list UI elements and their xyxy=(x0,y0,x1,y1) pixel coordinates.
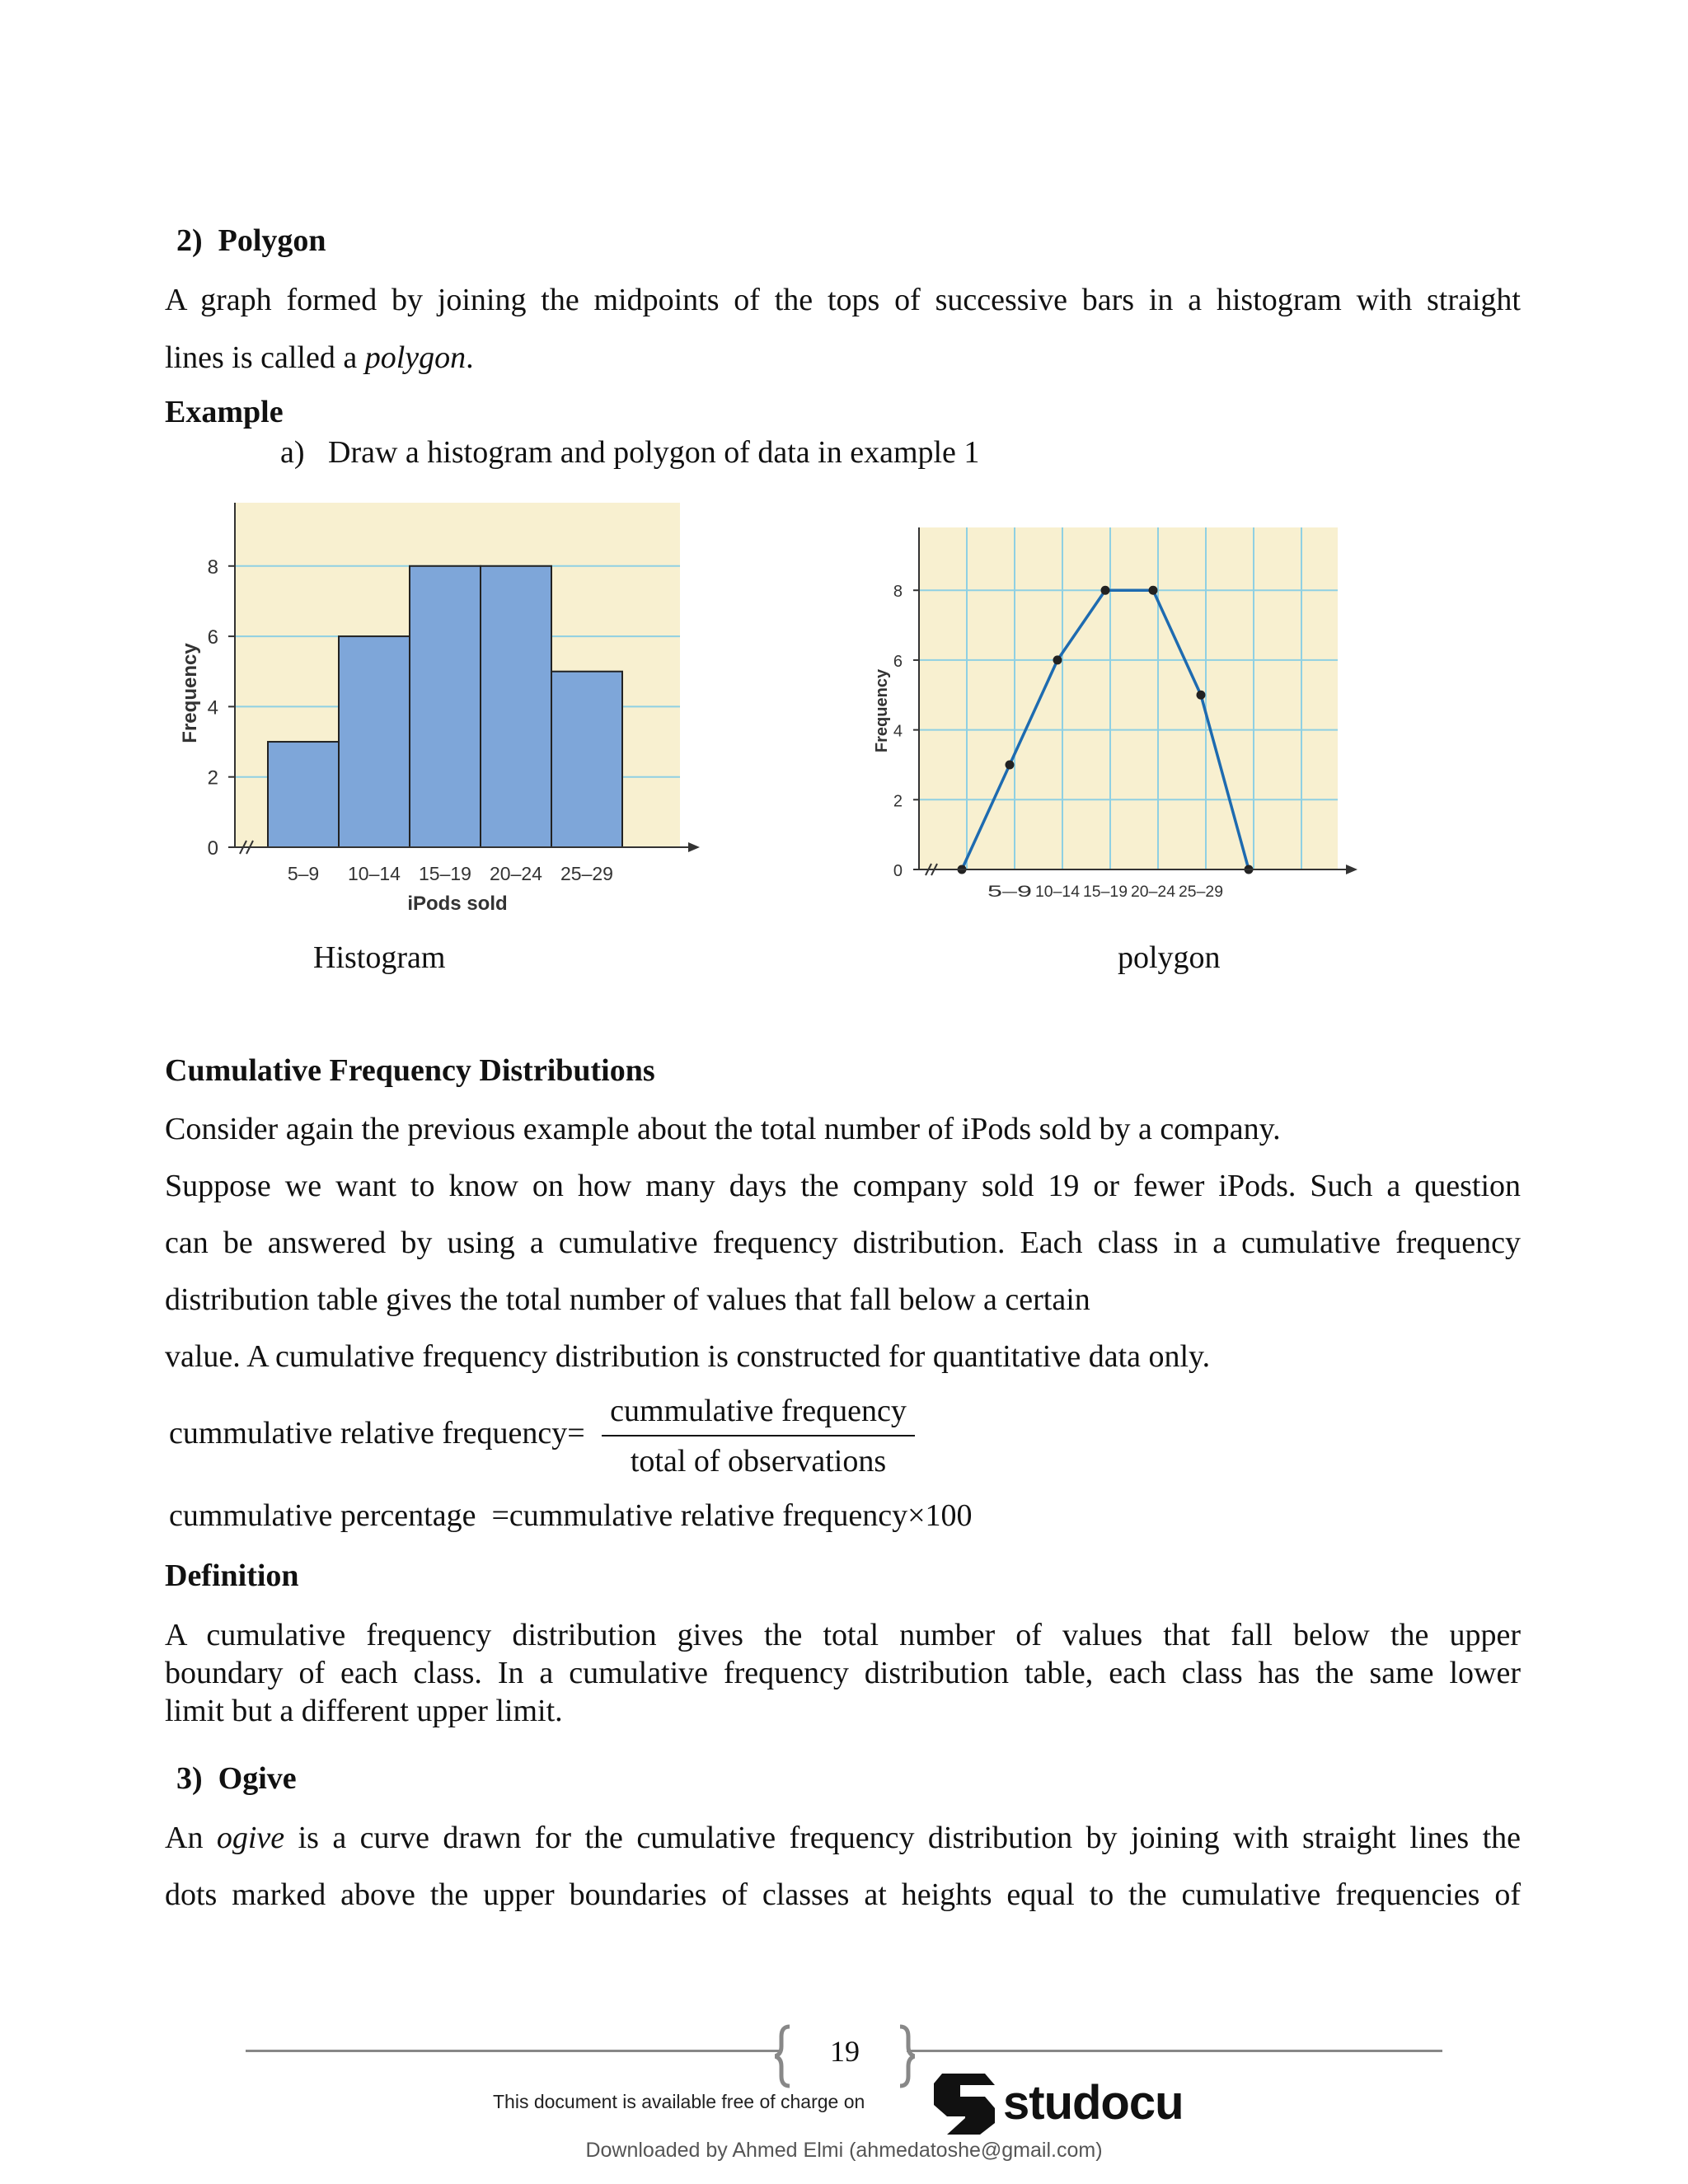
x-tick-label: 10–14 xyxy=(348,863,401,884)
y-tick-label: 0 xyxy=(893,862,903,880)
definition-line-1: A cumulative frequency distribution gives the total number of values that fall below the upper xyxy=(165,1618,1521,1652)
y-tick-label: 6 xyxy=(207,626,218,649)
x-tick-label: 20–24 xyxy=(1131,883,1176,901)
example-item-text: Draw a histogram and polygon of data in example 1 xyxy=(328,435,980,470)
polygon-heading xyxy=(176,223,326,259)
y-tick-label: 8 xyxy=(893,583,903,602)
histogram-chart xyxy=(173,503,701,915)
x-tick-label: 15–19 xyxy=(1083,883,1128,901)
x-axis-arrow xyxy=(688,842,700,852)
y-tick-label: 8 xyxy=(207,555,218,579)
polygon-chart xyxy=(865,527,1360,907)
cumulative-paragraph-2-line-1: Suppose we want to know on how many days the company sold 19 or fewer iPods. Such a question xyxy=(165,1169,1521,1203)
cumulative-heading: Cumulative Frequency Distributions xyxy=(165,1053,655,1088)
formula1-fraction xyxy=(602,1391,915,1483)
emphasis-polygon: polygon xyxy=(364,340,467,375)
y-axis-label: Frequency xyxy=(873,668,891,753)
histogram-bar xyxy=(339,636,410,847)
example-item xyxy=(280,433,979,473)
polygon-caption: polygon xyxy=(1118,940,1221,975)
studocu-brand: studocu xyxy=(1003,2076,1184,2130)
text-span: is a curve drawn for the cumulative frequency distribution by joining with straight lines the xyxy=(284,1821,1521,1855)
example-item-label: a) xyxy=(280,435,305,470)
polygon-point xyxy=(1006,760,1015,769)
histogram-bar xyxy=(481,566,551,847)
footer-divider-left xyxy=(246,2050,781,2052)
y-tick-label: 6 xyxy=(893,652,903,671)
section-title: Ogive xyxy=(218,1761,297,1796)
x-tick-label: 5–9 xyxy=(287,863,320,884)
polygon-point xyxy=(1197,691,1206,700)
y-tick-label: 2 xyxy=(207,766,218,790)
y-tick-label: 0 xyxy=(207,837,218,860)
emphasis-ogive: ogive xyxy=(216,1821,285,1855)
x-tick-label: 5–9 xyxy=(987,883,1032,901)
formula2-equals: = xyxy=(491,1498,509,1533)
cumulative-paragraph-1: Consider again the previous example about the total number of iPods sold by a company. xyxy=(165,1112,1281,1146)
text-span: An xyxy=(165,1821,217,1855)
section-title: Polygon xyxy=(218,223,326,258)
histogram-bar xyxy=(410,566,481,847)
x-tick-label: 10–14 xyxy=(1035,883,1081,901)
formula2 xyxy=(169,1496,973,1536)
x-tick-label: 20–24 xyxy=(490,863,542,884)
formula2-lhs: cummulative percentage xyxy=(169,1498,476,1533)
ogive-line-1 xyxy=(165,1818,1521,1858)
x-tick-label: 25–29 xyxy=(1179,883,1223,901)
polygon-point xyxy=(1101,586,1110,595)
text-span: . xyxy=(466,340,474,375)
x-tick-label: 15–19 xyxy=(419,863,471,884)
ogive-line-2: dots marked above the upper boundaries of classes at heights equal to the cumulative frequencies of xyxy=(165,1877,1521,1912)
x-axis-label: iPods sold xyxy=(407,893,508,915)
cumulative-paragraph-2-line-3: distribution table gives the total number of values that fall below a certain xyxy=(165,1282,1090,1317)
definition-line-2: boundary of each class. In a cumulative frequency distribution table, each class has the same lower xyxy=(165,1656,1521,1690)
polygon-point xyxy=(1053,655,1062,664)
cumulative-paragraph-2-line-4: value. A cumulative frequency distribution is constructed for quantitative data only. xyxy=(165,1339,1211,1374)
x-tick-label: 25–29 xyxy=(560,863,613,884)
plot-background xyxy=(919,527,1338,869)
y-axis-label: Frequency xyxy=(179,643,201,743)
y-tick-label: 2 xyxy=(893,792,903,811)
polygon-definition-line-1: A graph formed by joining the midpoints of the tops of successive bars in a histogram with straight xyxy=(165,283,1521,317)
cumulative-paragraph-2-line-2: can be answered by using a cumulative frequency distribution. Each class in a cumulative frequency xyxy=(165,1226,1521,1260)
formula2-rhs: cummulative relative frequency×100 xyxy=(509,1498,973,1533)
polygon-point xyxy=(1149,586,1158,595)
definition-line-3: limit but a different upper limit. xyxy=(165,1694,563,1728)
example-label: Example xyxy=(165,395,284,429)
y-tick-label: 4 xyxy=(893,722,903,741)
footer-divider-right xyxy=(907,2050,1442,2052)
y-tick-label: 4 xyxy=(207,696,218,719)
histogram-bar xyxy=(268,742,339,847)
histogram-bar xyxy=(551,672,622,847)
histogram-caption: Histogram xyxy=(313,940,446,975)
available-text: This document is available free of charge on xyxy=(493,2091,865,2112)
formula1-denominator: total of observations xyxy=(630,1444,887,1479)
section-number: 2) xyxy=(176,223,203,258)
downloaded-by: Downloaded by Ahmed Elmi (ahmedatoshe@gmail.com) xyxy=(585,2139,1103,2162)
formula1-numerator: cummulative frequency xyxy=(602,1391,915,1436)
studocu-logo-icon xyxy=(927,2069,1001,2136)
x-axis-arrow xyxy=(1346,865,1357,874)
ogive-heading xyxy=(176,1760,297,1797)
polygon-definition-line-2 xyxy=(165,338,474,378)
page-number: 19 xyxy=(830,2035,860,2068)
definition-heading: Definition xyxy=(165,1558,299,1593)
formula1-lhs: cummulative relative frequency= xyxy=(169,1416,585,1451)
studocu-logo[interactable] xyxy=(927,2069,1184,2140)
text-span: lines is called a xyxy=(165,340,365,375)
section-number: 3) xyxy=(176,1761,203,1796)
